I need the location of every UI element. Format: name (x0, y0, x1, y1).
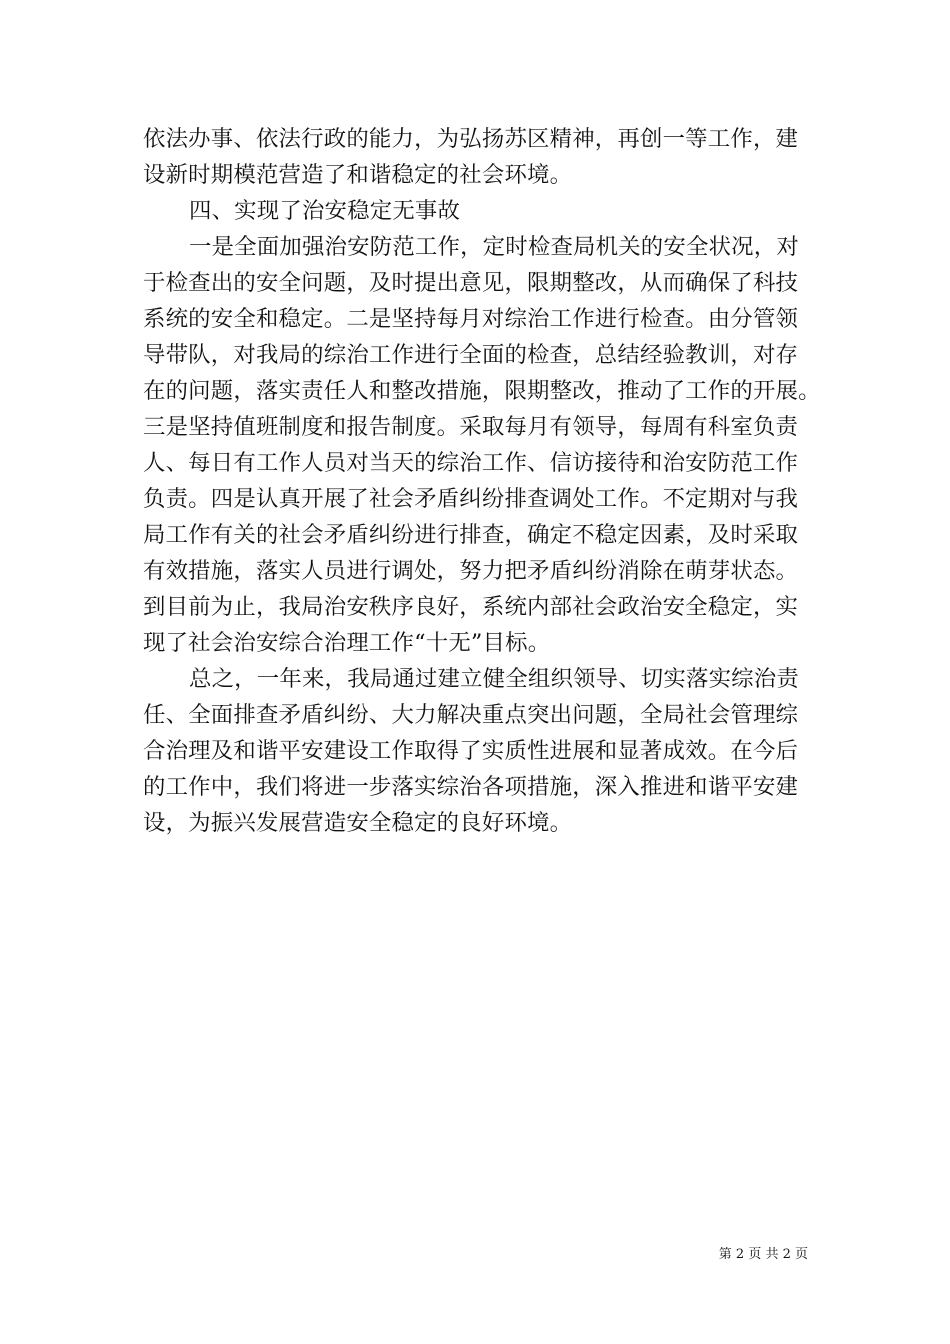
paragraph-first-line: 总之，一年来，我局通过建立健全组织领导、切实落实综治责 (189, 666, 799, 692)
body-text-line: 合治理及和谐平安建设工作取得了实质性进展和显著成效。在今后 (143, 738, 799, 764)
body-text-line: 于检查出的安全问题，及时提出意见，限期整改，从而确保了科技 (143, 270, 799, 296)
body-text-line: 到目前为止，我局治安秩序良好，系统内部社会政治安全稳定，实 (143, 594, 799, 620)
body-text-line: 的工作中，我们将进一步落实综治各项措施，深入推进和谐平安建 (143, 774, 799, 800)
body-text-line: 三是坚持值班制度和报告制度。采取每月有领导，每周有科室负责 (143, 414, 799, 440)
page-number: 第 2 页 共 2 页 (718, 1247, 808, 1262)
body-text-line: 人、每日有工作人员对当天的综治工作、信访接待和治安防范工作 (143, 450, 799, 476)
body-text-line: 设新时期模范营造了和谐稳定的社会环境。 (143, 162, 573, 188)
body-text-line: 系统的安全和稳定。二是坚持每月对综治工作进行检查。由分管领 (143, 306, 799, 332)
body-text-line: 在的问题，落实责任人和整改措施，限期整改，推动了工作的开展。 (143, 378, 821, 404)
body-text-line: 局工作有关的社会矛盾纠纷进行排查，确定不稳定因素，及时采取 (143, 522, 799, 548)
body-text-line: 任、全面排查矛盾纠纷、大力解决重点突出问题，全局社会管理综 (143, 702, 799, 728)
body-text-line: 负责。四是认真开展了社会矛盾纠纷排查调处工作。不定期对与我 (143, 486, 799, 512)
body-text-line: 依法办事、依法行政的能力，为弘扬苏区精神，再创一等工作，建 (143, 126, 799, 152)
section-heading: 四、实现了治安稳定无事故 (189, 198, 461, 224)
body-text-line: 设，为振兴发展营造安全稳定的良好环境。 (143, 810, 573, 836)
body-text-line: 现了社会治安综合治理工作“十无”目标。 (143, 630, 551, 656)
paragraph-first-line: 一是全面加强治安防范工作，定时检查局机关的安全状况，对 (189, 234, 799, 260)
body-text-line: 导带队，对我局的综治工作进行全面的检查，总结经验教训，对存 (143, 342, 799, 368)
body-text-line: 有效措施，落实人员进行调处，努力把矛盾纠纷消除在萌芽状态。 (143, 558, 799, 584)
